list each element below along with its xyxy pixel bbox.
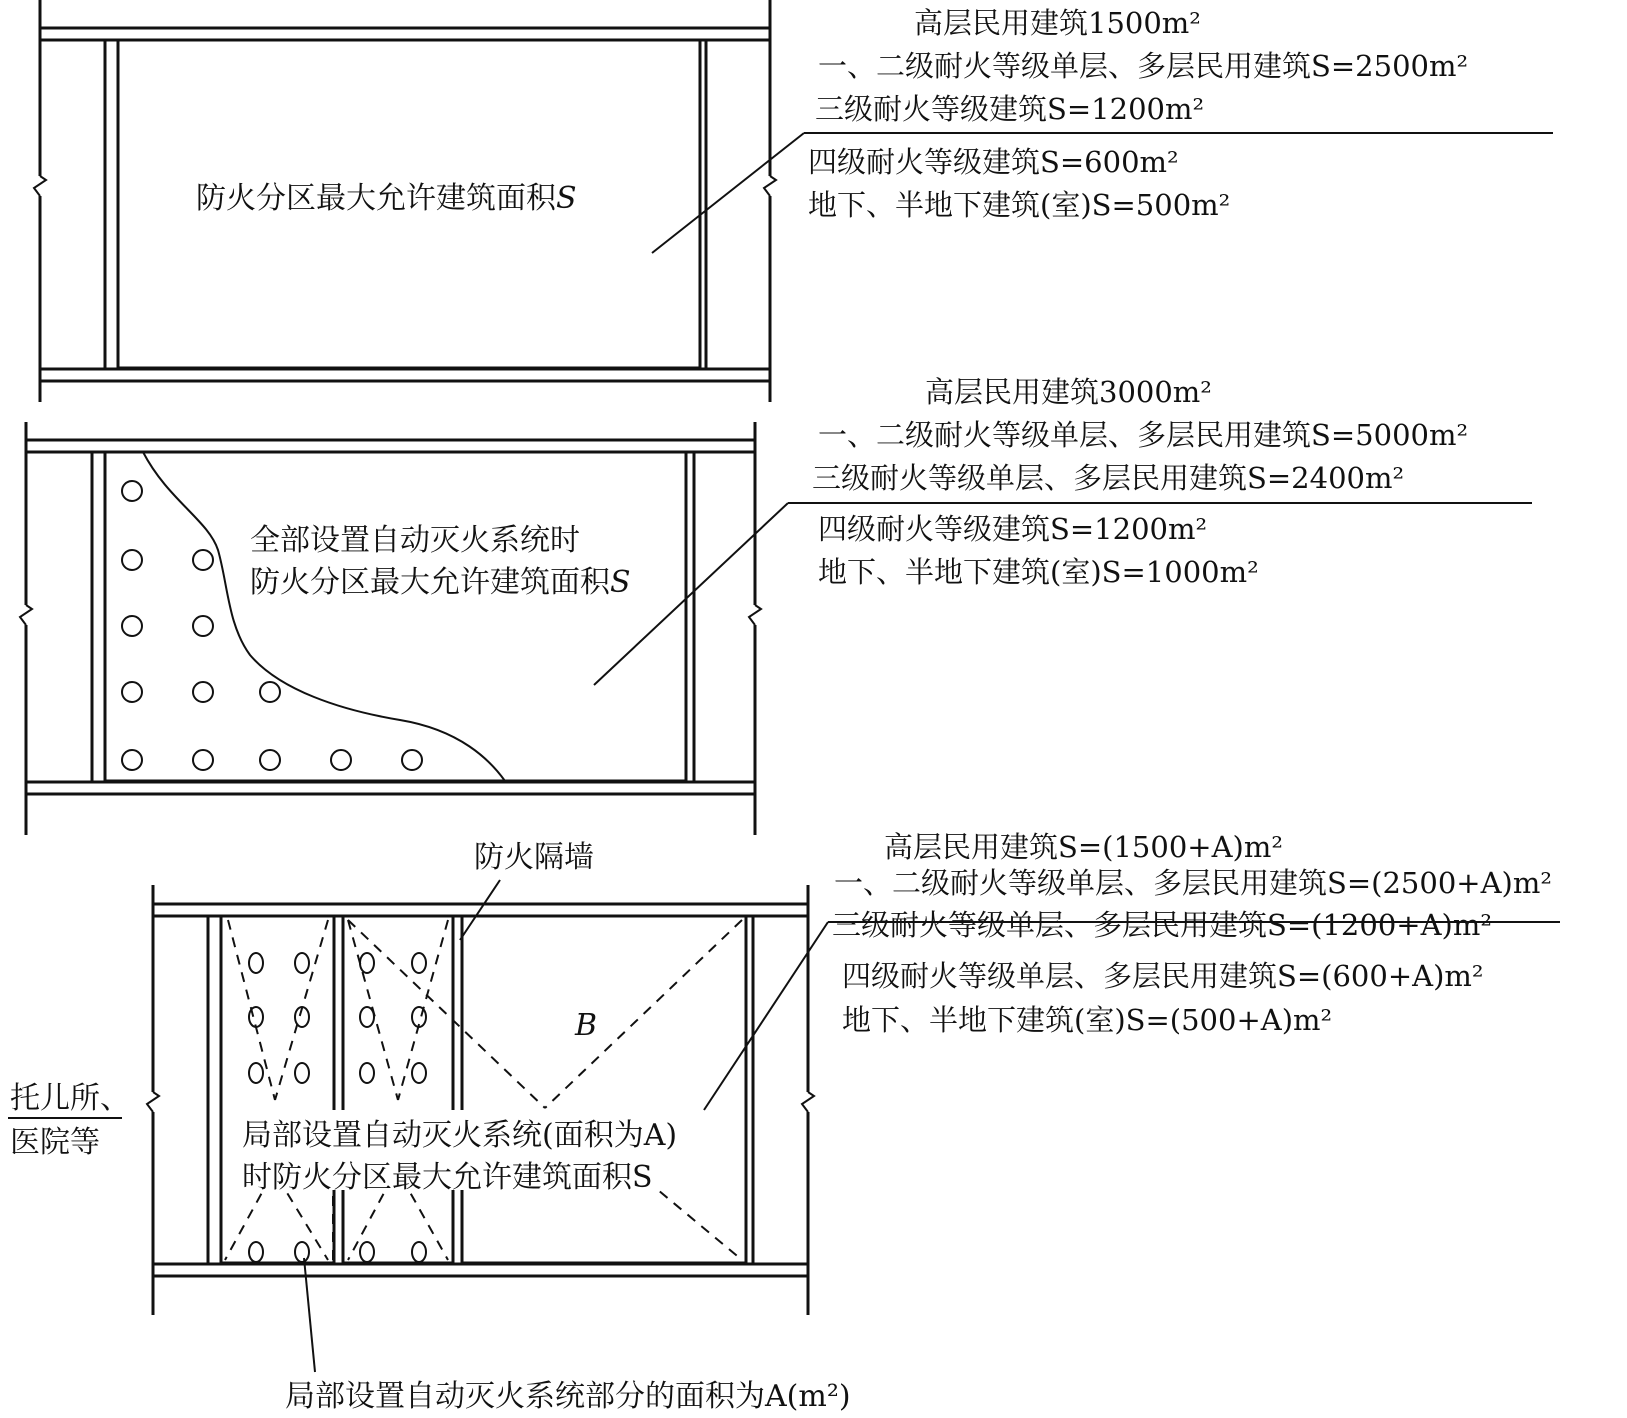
sprinkler-head-icon <box>412 1063 426 1083</box>
sprinkler-head-icon <box>122 750 142 770</box>
sprinkler-head-icon <box>249 953 263 973</box>
sprinkler-head-icon <box>193 550 213 570</box>
break-mark-left <box>20 605 32 625</box>
sprinkler-head-icon <box>412 1007 426 1027</box>
break-mark-right <box>749 605 761 625</box>
sprinkler-head-icon <box>331 750 351 770</box>
sprinkler-head-icon <box>122 550 142 570</box>
firewall-leader-line <box>460 880 500 940</box>
spec-row-grade3: 三级耐火等级建筑S=1200m² <box>815 92 1205 126</box>
spec-row-grade3: 三级耐火等级单层、多层民用建筑S=(1200+A)m² <box>832 908 1492 942</box>
sprinkler-head-icon <box>249 1242 263 1262</box>
spec-row-underground: 地下、半地下建筑(室)S=(500+A)m² <box>842 1003 1333 1037</box>
side-label-line1: 托儿所、 <box>10 1081 130 1116</box>
sprinkler-head-icon <box>360 1063 374 1083</box>
spec-row-grade4: 四级耐火等级建筑S=600m² <box>808 145 1179 179</box>
sprinkler-head-icon <box>122 682 142 702</box>
break-mark-right <box>764 176 776 196</box>
sprinkler-room-b <box>343 916 453 1263</box>
spec-row-grade12: 一、二级耐火等级单层、多层民用建筑S=2500m² <box>818 49 1469 83</box>
spec-row-grade12: 一、二级耐火等级单层、多层民用建筑S=(2500+A)m² <box>834 866 1552 900</box>
sprinkler-head-icon <box>260 682 280 702</box>
panel-3-building-plan <box>8 830 1560 1413</box>
break-mark-left <box>147 1092 159 1112</box>
sprinkler-head-icon <box>249 1007 263 1027</box>
side-label-line2: 医院等 <box>10 1125 100 1160</box>
panel-1-building-plan <box>34 0 1553 402</box>
fire-compartment-rect <box>105 452 686 781</box>
sprinkler-room-a <box>221 916 334 1263</box>
break-mark-right <box>802 1092 814 1112</box>
sprinkler-head-icon <box>122 616 142 636</box>
spec-row-grade4: 四级耐火等级单层、多层民用建筑S=(600+A)m² <box>842 959 1484 993</box>
sprinkler-heads <box>249 953 426 1262</box>
break-mark-left <box>34 176 46 196</box>
compartment-label-line2: 防火分区最大允许建筑面积S <box>250 565 631 600</box>
spec-row-grade12: 一、二级耐火等级单层、多层民用建筑S=5000m² <box>818 418 1469 452</box>
sprinkler-head-icon <box>193 682 213 702</box>
zone-b-label: B <box>575 1008 598 1043</box>
sprinkler-head-icon <box>260 750 280 770</box>
compartment-label-line2: 时防火分区最大允许建筑面积S <box>242 1160 653 1195</box>
spec-row-grade3: 三级耐火等级单层、多层民用建筑S=2400m² <box>812 461 1405 495</box>
spec-row-grade4: 四级耐火等级建筑S=1200m² <box>818 512 1208 546</box>
firewall-label: 防火隔墙 <box>474 840 594 875</box>
spec-row-high-rise: 高层民用建筑1500m² <box>914 6 1201 40</box>
partial-area-label: 局部设置自动灭火系统部分的面积为A(m²) <box>285 1379 851 1413</box>
sprinkler-head-icon <box>412 1242 426 1262</box>
sprinkler-head-icon <box>249 1063 263 1083</box>
sprinkler-head-icon <box>360 1007 374 1027</box>
sprinkler-head-icon <box>295 1242 309 1262</box>
sprinkler-head-icon <box>122 481 142 501</box>
spec-row-high-rise: 高层民用建筑S=(1500+A)m² <box>884 830 1283 864</box>
sprinkler-coverage-dashes <box>225 920 742 1262</box>
sprinkler-zone-boundary <box>143 452 505 781</box>
sprinkler-head-icon <box>412 953 426 973</box>
spec-row-high-rise: 高层民用建筑3000m² <box>925 375 1212 409</box>
compartment-label-line1: 局部设置自动灭火系统(面积为A) <box>242 1118 678 1153</box>
sprinkler-head-icon <box>295 953 309 973</box>
compartment-label: 防火分区最大允许建筑面积S <box>196 181 577 216</box>
sprinkler-head-icon <box>193 750 213 770</box>
sprinkler-head-icon <box>402 750 422 770</box>
spec-row-underground: 地下、半地下建筑(室)S=500m² <box>808 188 1231 222</box>
sprinkler-head-icon <box>295 1063 309 1083</box>
sprinkler-head-icon <box>360 953 374 973</box>
leader-line <box>652 133 804 253</box>
sprinkler-head-icon <box>193 616 213 636</box>
panel-2-building-plan <box>20 375 1532 835</box>
compartment-label-line1: 全部设置自动灭火系统时 <box>250 523 580 558</box>
sprinkler-head-icon <box>360 1242 374 1262</box>
zone-b-room <box>462 916 746 1263</box>
spec-row-underground: 地下、半地下建筑(室)S=1000m² <box>818 555 1259 589</box>
